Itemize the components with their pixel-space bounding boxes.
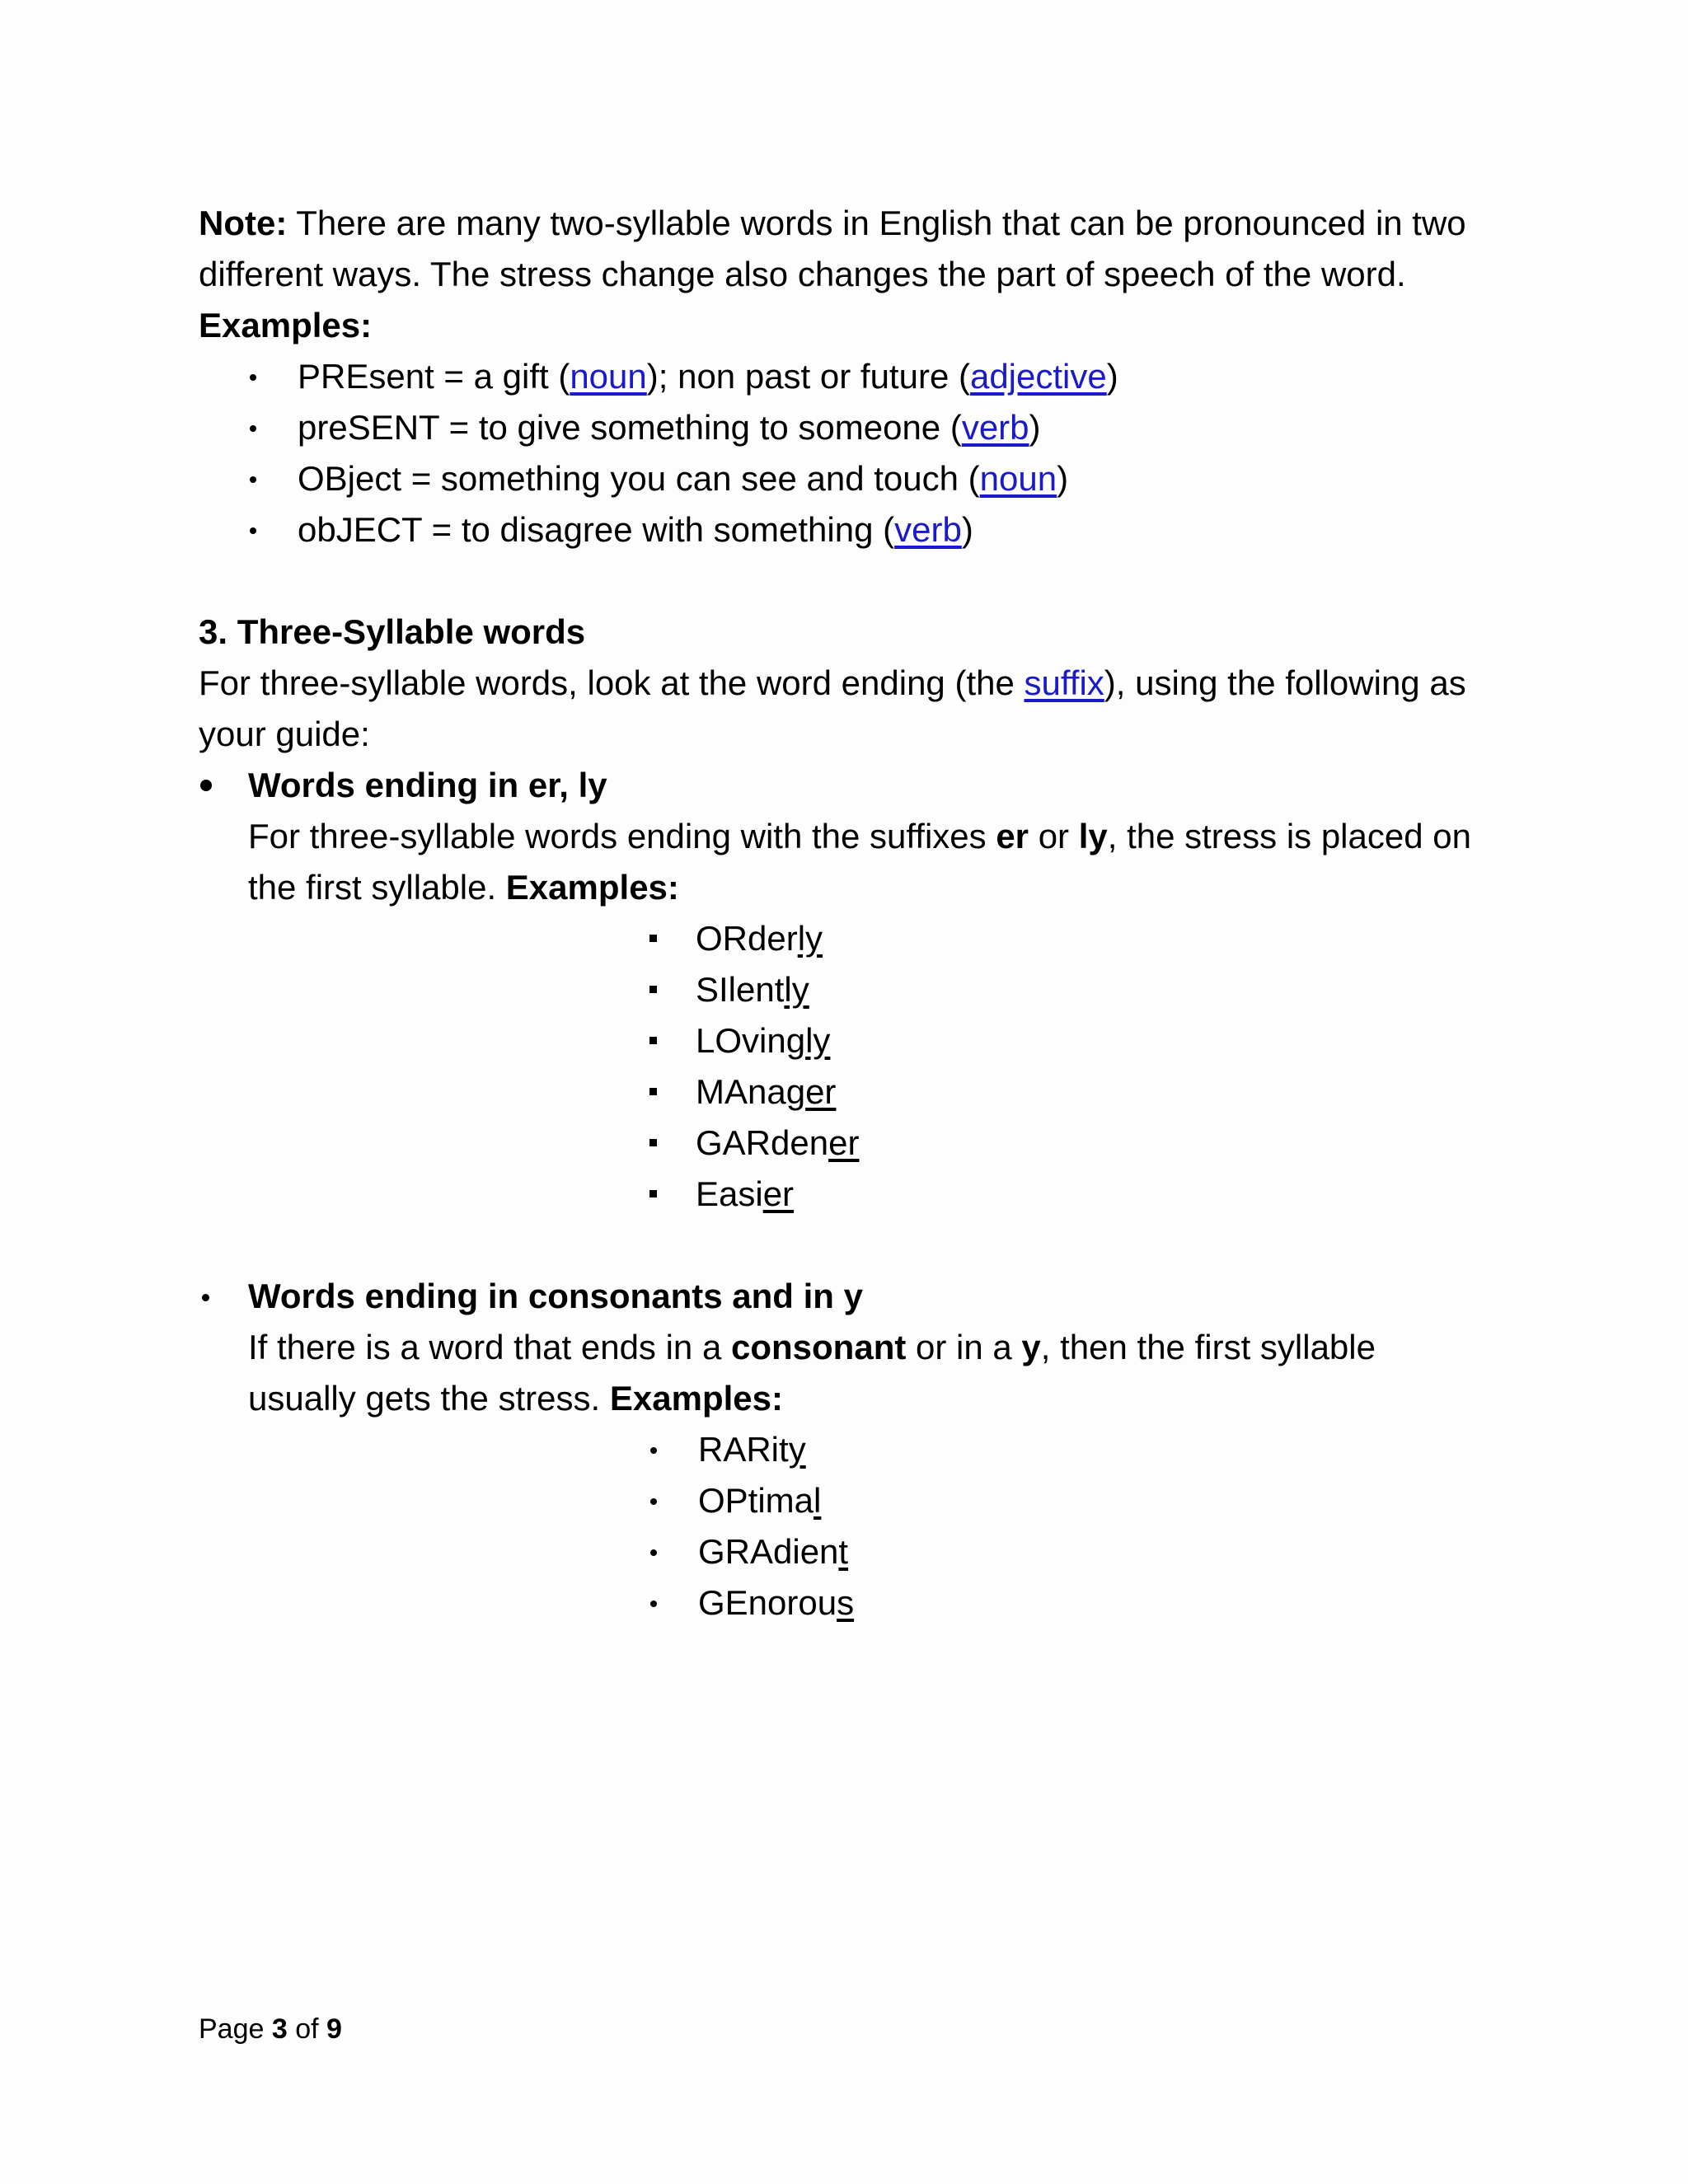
spacer	[199, 555, 1493, 607]
examples-heading: Examples:	[199, 306, 373, 344]
consonant-y-description: If there is a word that ends in a consonant or in a y, then the first syllable usually gets the stress. Examples:	[248, 1328, 1376, 1418]
list-item: LOvingly	[696, 1015, 1493, 1066]
spacer	[199, 1220, 1493, 1271]
two-syllable-examples-list	[199, 351, 1493, 555]
er-ly-title: Words ending in er, ly	[248, 766, 607, 804]
noun-link[interactable]: noun	[979, 459, 1057, 498]
note-text: There are many two-syllable words in English that can be pronounced in two different ways. The stress change also changes the part of speech of the word.	[199, 204, 1466, 293]
list-item: RARity	[698, 1424, 1493, 1475]
verb-link[interactable]: verb	[894, 510, 962, 549]
list-item: GEnorous	[698, 1577, 1493, 1629]
list-item: PREsent = a gift (noun); non past or future (adjective)	[298, 351, 1493, 402]
er-ly-examples-list	[199, 913, 1493, 1220]
note-paragraph	[199, 198, 1493, 300]
section-heading: 3. Three-Syllable words	[199, 612, 586, 651]
list-item: preSENT = to give something to someone (verb)	[298, 402, 1493, 453]
consonant-y-title: Words ending in consonants and in y	[248, 1277, 863, 1315]
consonant-y-examples-list	[199, 1424, 1493, 1629]
page-content	[199, 198, 1493, 1629]
bullet-icon	[202, 1294, 209, 1301]
bullet-icon	[200, 780, 212, 791]
adjective-link[interactable]: adjective	[969, 357, 1107, 396]
list-item: GARdener	[696, 1118, 1493, 1169]
suffix-link[interactable]: suffix	[1024, 663, 1104, 702]
noun-link[interactable]: noun	[570, 357, 647, 396]
list-item: OBject = something you can see and touch (noun)	[298, 453, 1493, 504]
list-item: SIlently	[696, 964, 1493, 1015]
list-item: MAnager	[696, 1066, 1493, 1118]
list-item: obJECT = to disagree with something (verb)	[298, 504, 1493, 555]
note-label: Note:	[199, 204, 288, 242]
consonant-y-section	[199, 1271, 1493, 1424]
page-number-footer: Page 3 of 9	[199, 2013, 342, 2045]
verb-link[interactable]: verb	[961, 408, 1029, 447]
er-ly-section	[199, 760, 1493, 913]
list-item: OPtimal	[698, 1475, 1493, 1526]
list-item: ORderly	[696, 913, 1493, 964]
er-ly-description: For three-syllable words ending with the suffixes er or ly, the stress is placed on the first syllable. Examples:	[248, 817, 1471, 907]
list-item: GRAdient	[698, 1526, 1493, 1577]
section-intro: For three-syllable words, look at the word ending (the suffix), using the following as your guide:	[199, 663, 1466, 753]
list-item: Easier	[696, 1169, 1493, 1220]
